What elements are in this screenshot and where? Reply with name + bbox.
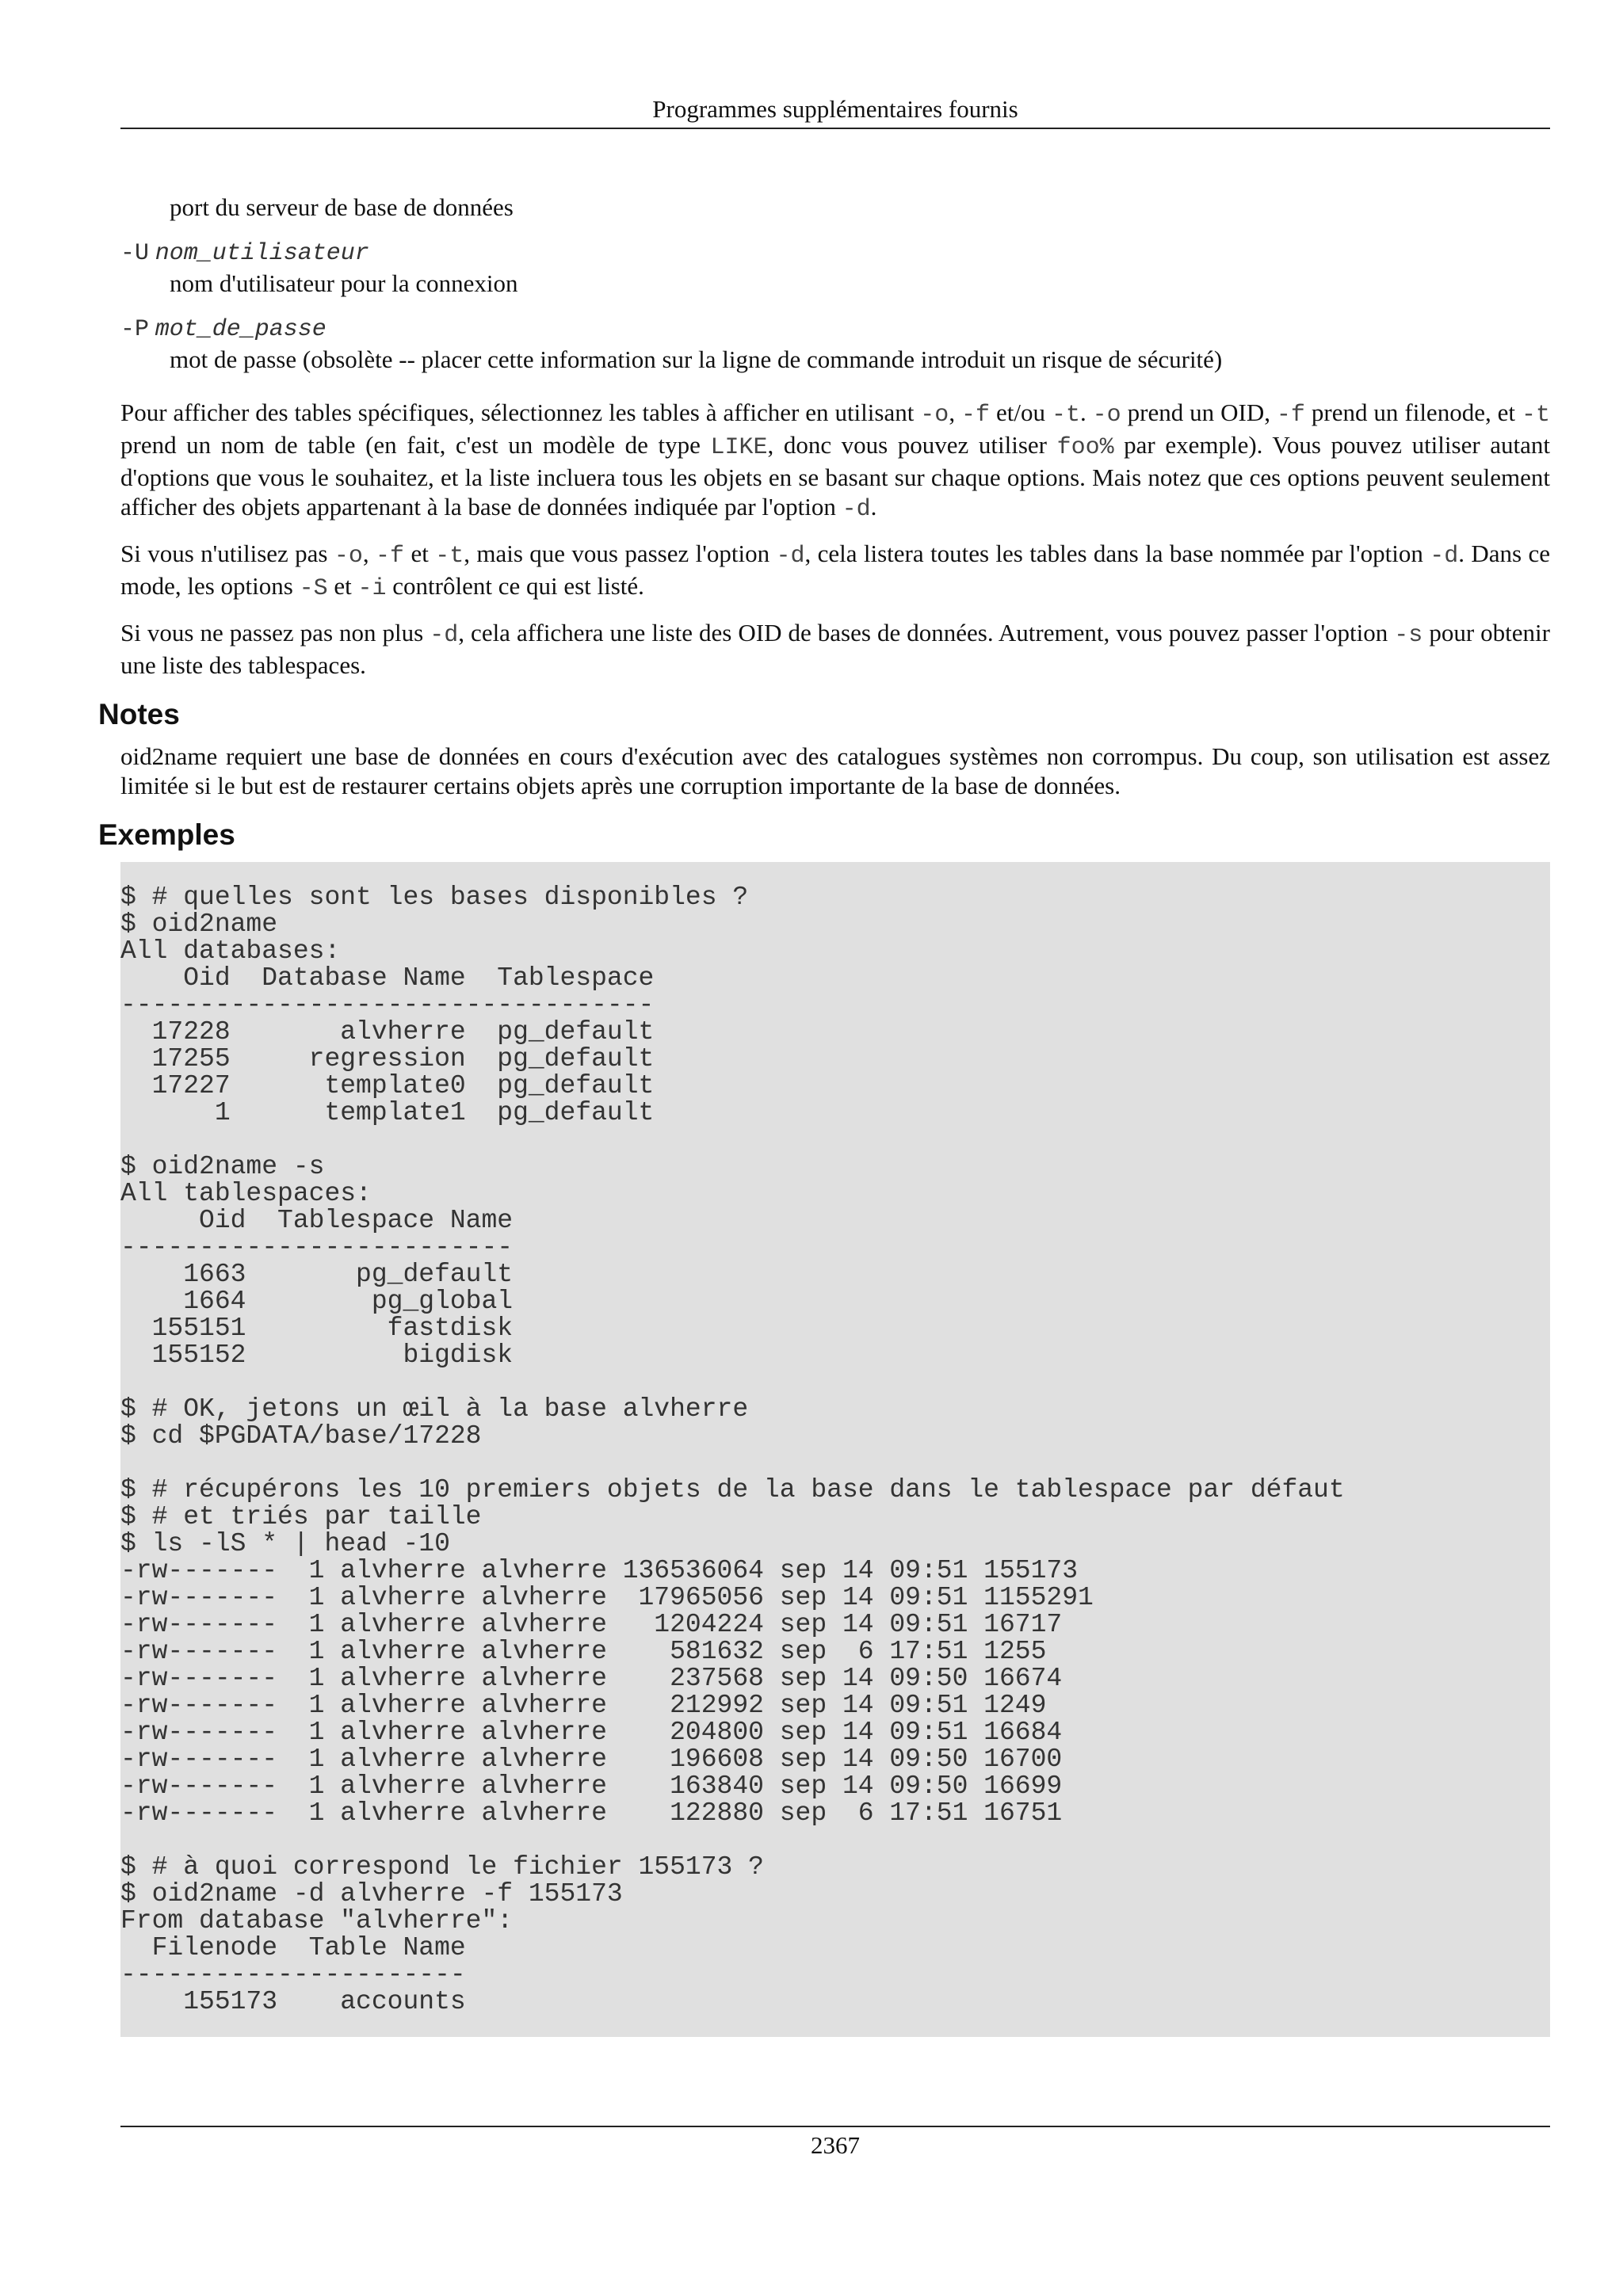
text-run: , mais que vous passez l'option [464,540,777,567]
text-run: , cela affichera une liste des OID de bases de données. Autrement, vous pouvez passer l'option [458,619,1395,646]
notes-heading: Notes [98,698,180,730]
text-run: et [404,540,436,567]
inline-code: -f [376,543,405,570]
inline-code: -t [1521,402,1550,429]
text-run: prend un filenode, et [1304,399,1522,426]
notes-paragraph: oid2name requiert une base de données en cours d'exécution avec des catalogues systèmes non corrompus. Du coup, son utilisation est assez limitée si le but est de restaurer certains objets après une corruption importante de la base de données. [120,742,1550,799]
page-number: 2367 [811,2131,860,2159]
inline-code: -S [299,575,328,602]
text-run: contrôlent ce qui est listé. [386,572,644,600]
inline-code: LIKE [710,434,768,461]
user-option-description: nom d'utilisateur pour la connexion [170,269,518,297]
inline-code: -s [1394,622,1423,649]
footer-rule [120,2126,1550,2127]
inline-code: -t [435,543,464,570]
user-option-arg: nom_utilisateur [155,240,369,267]
text-run: pour obtenir une liste des tablespaces. [120,619,1550,679]
inline-code: -f [961,402,991,429]
text-run: , donc vous pouvez utiliser [767,431,1057,459]
text-run: prend un OID, [1121,399,1277,426]
inline-code: -o [1092,402,1121,429]
user-option-flag: -U [120,240,150,267]
text-run: et/ou [990,399,1052,426]
examples-heading: Exemples [98,818,235,851]
paragraph-database-oids [120,618,1550,680]
example-code-block [120,862,1550,2037]
example-code: $ # quelles sont les bases disponibles ? $ oid2name All databases: Oid Database Name Tablespace ---------------------------------- 17228 alvherre pg_default 17255 regression pg_default 17227 template0 pg_default 1 template1 pg_default $ oid2name -s All tablespaces: Oid Tablespace Name ------------------------- 1663 pg_default 1664 pg_global 155151 fastdisk 155152 bigdisk $ # OK, jetons un œil à la base alvherre $ cd $PGDATA/base/17228 $ # récupérons les 10 premiers objets de la base dans le tablespace par défaut $ # et triés par taille $ ls -lS * | head -10 -rw------- 1 alvherre alvherre 136536064 sep 14 09:51 155173 -rw------- 1 alvherre alvherre 17965056 sep 14 09:51 1155291 -rw------- 1 alvherre alvherre 1204224 sep 14 09:51 16717 -rw------- 1 alvherre alvherre 581632 sep 6 17:51 1255 -rw------- 1 alvherre alvherre 237568 sep 14 09:50 16674 -rw------- 1 alvherre alvherre 212992 sep 14 09:51 1249 -rw------- 1 alvherre alvherre 204800 sep 14 09:51 16684 -rw------- 1 alvherre alvherre 196608 sep 14 09:50 16700 -rw------- 1 alvherre alvherre 163840 sep 14 09:50 16699 -rw------- 1 alvherre alvherre 122880 sep 6 17:51 16751 $ # à quoi correspond le fichier 155173 ? $ oid2name -d alvherre -f 155173 From database "alvherre": Filenode Table Name ---------------------- 155173 accounts [120,883,1345,2016]
inline-code: -f [1276,402,1305,429]
running-header: Programmes supplémentaires fournis [652,95,1018,123]
port-option-description: port du serveur de base de données [170,193,514,221]
body-text [98,193,1551,2037]
header-rule [120,128,1550,129]
text-run: . Dans ce mode, les options [120,540,1551,600]
text-run: , cela listera toutes les tables dans la base nommée par l'option [804,540,1430,567]
inline-code: -o [920,402,949,429]
inline-code: -d [776,543,805,570]
inline-code: -o [334,543,363,570]
text-run: Si vous n'utilisez pas [120,540,334,567]
user-option-term [120,236,1550,269]
text-run: , [362,540,376,567]
inline-code: -i [357,575,387,602]
text-run: , [949,399,962,426]
text-run: Si vous ne passez pas non plus [120,619,430,646]
password-option-flag: -P [120,316,150,343]
inline-code: foo% [1056,434,1114,461]
password-option-description: mot de passe (obsolète -- placer cette information sur la ligne de commande introduit un risque de sécurité) [170,345,1223,373]
text-run: prend un nom de table (en fait, c'est un modèle de type [120,431,711,459]
inline-code: -t [1051,402,1080,429]
text-run: Pour afficher des tables spécifiques, sélectionnez les tables à afficher en utilisant [120,399,921,426]
password-option-arg: mot_de_passe [155,316,327,343]
inline-code: -d [842,496,871,523]
password-option-term [120,312,1550,345]
text-run: . [1079,399,1093,426]
text-run: par exemple). Vous pouvez utiliser autant d'options que vous le souhaitez, et la liste incluera tous les objets en se basant sur chaque options. Mais notez que ces options peuvent seulement afficher des objets appartenant à la base de données indiquée par l'option [120,431,1550,521]
text-run: . [870,493,877,521]
document-page [98,0,1551,2296]
text-run: et [327,572,358,600]
inline-code: -d [1430,543,1459,570]
paragraph-all-tables [120,539,1550,604]
inline-code: -d [430,622,459,649]
paragraph-specific-tables [120,398,1550,524]
